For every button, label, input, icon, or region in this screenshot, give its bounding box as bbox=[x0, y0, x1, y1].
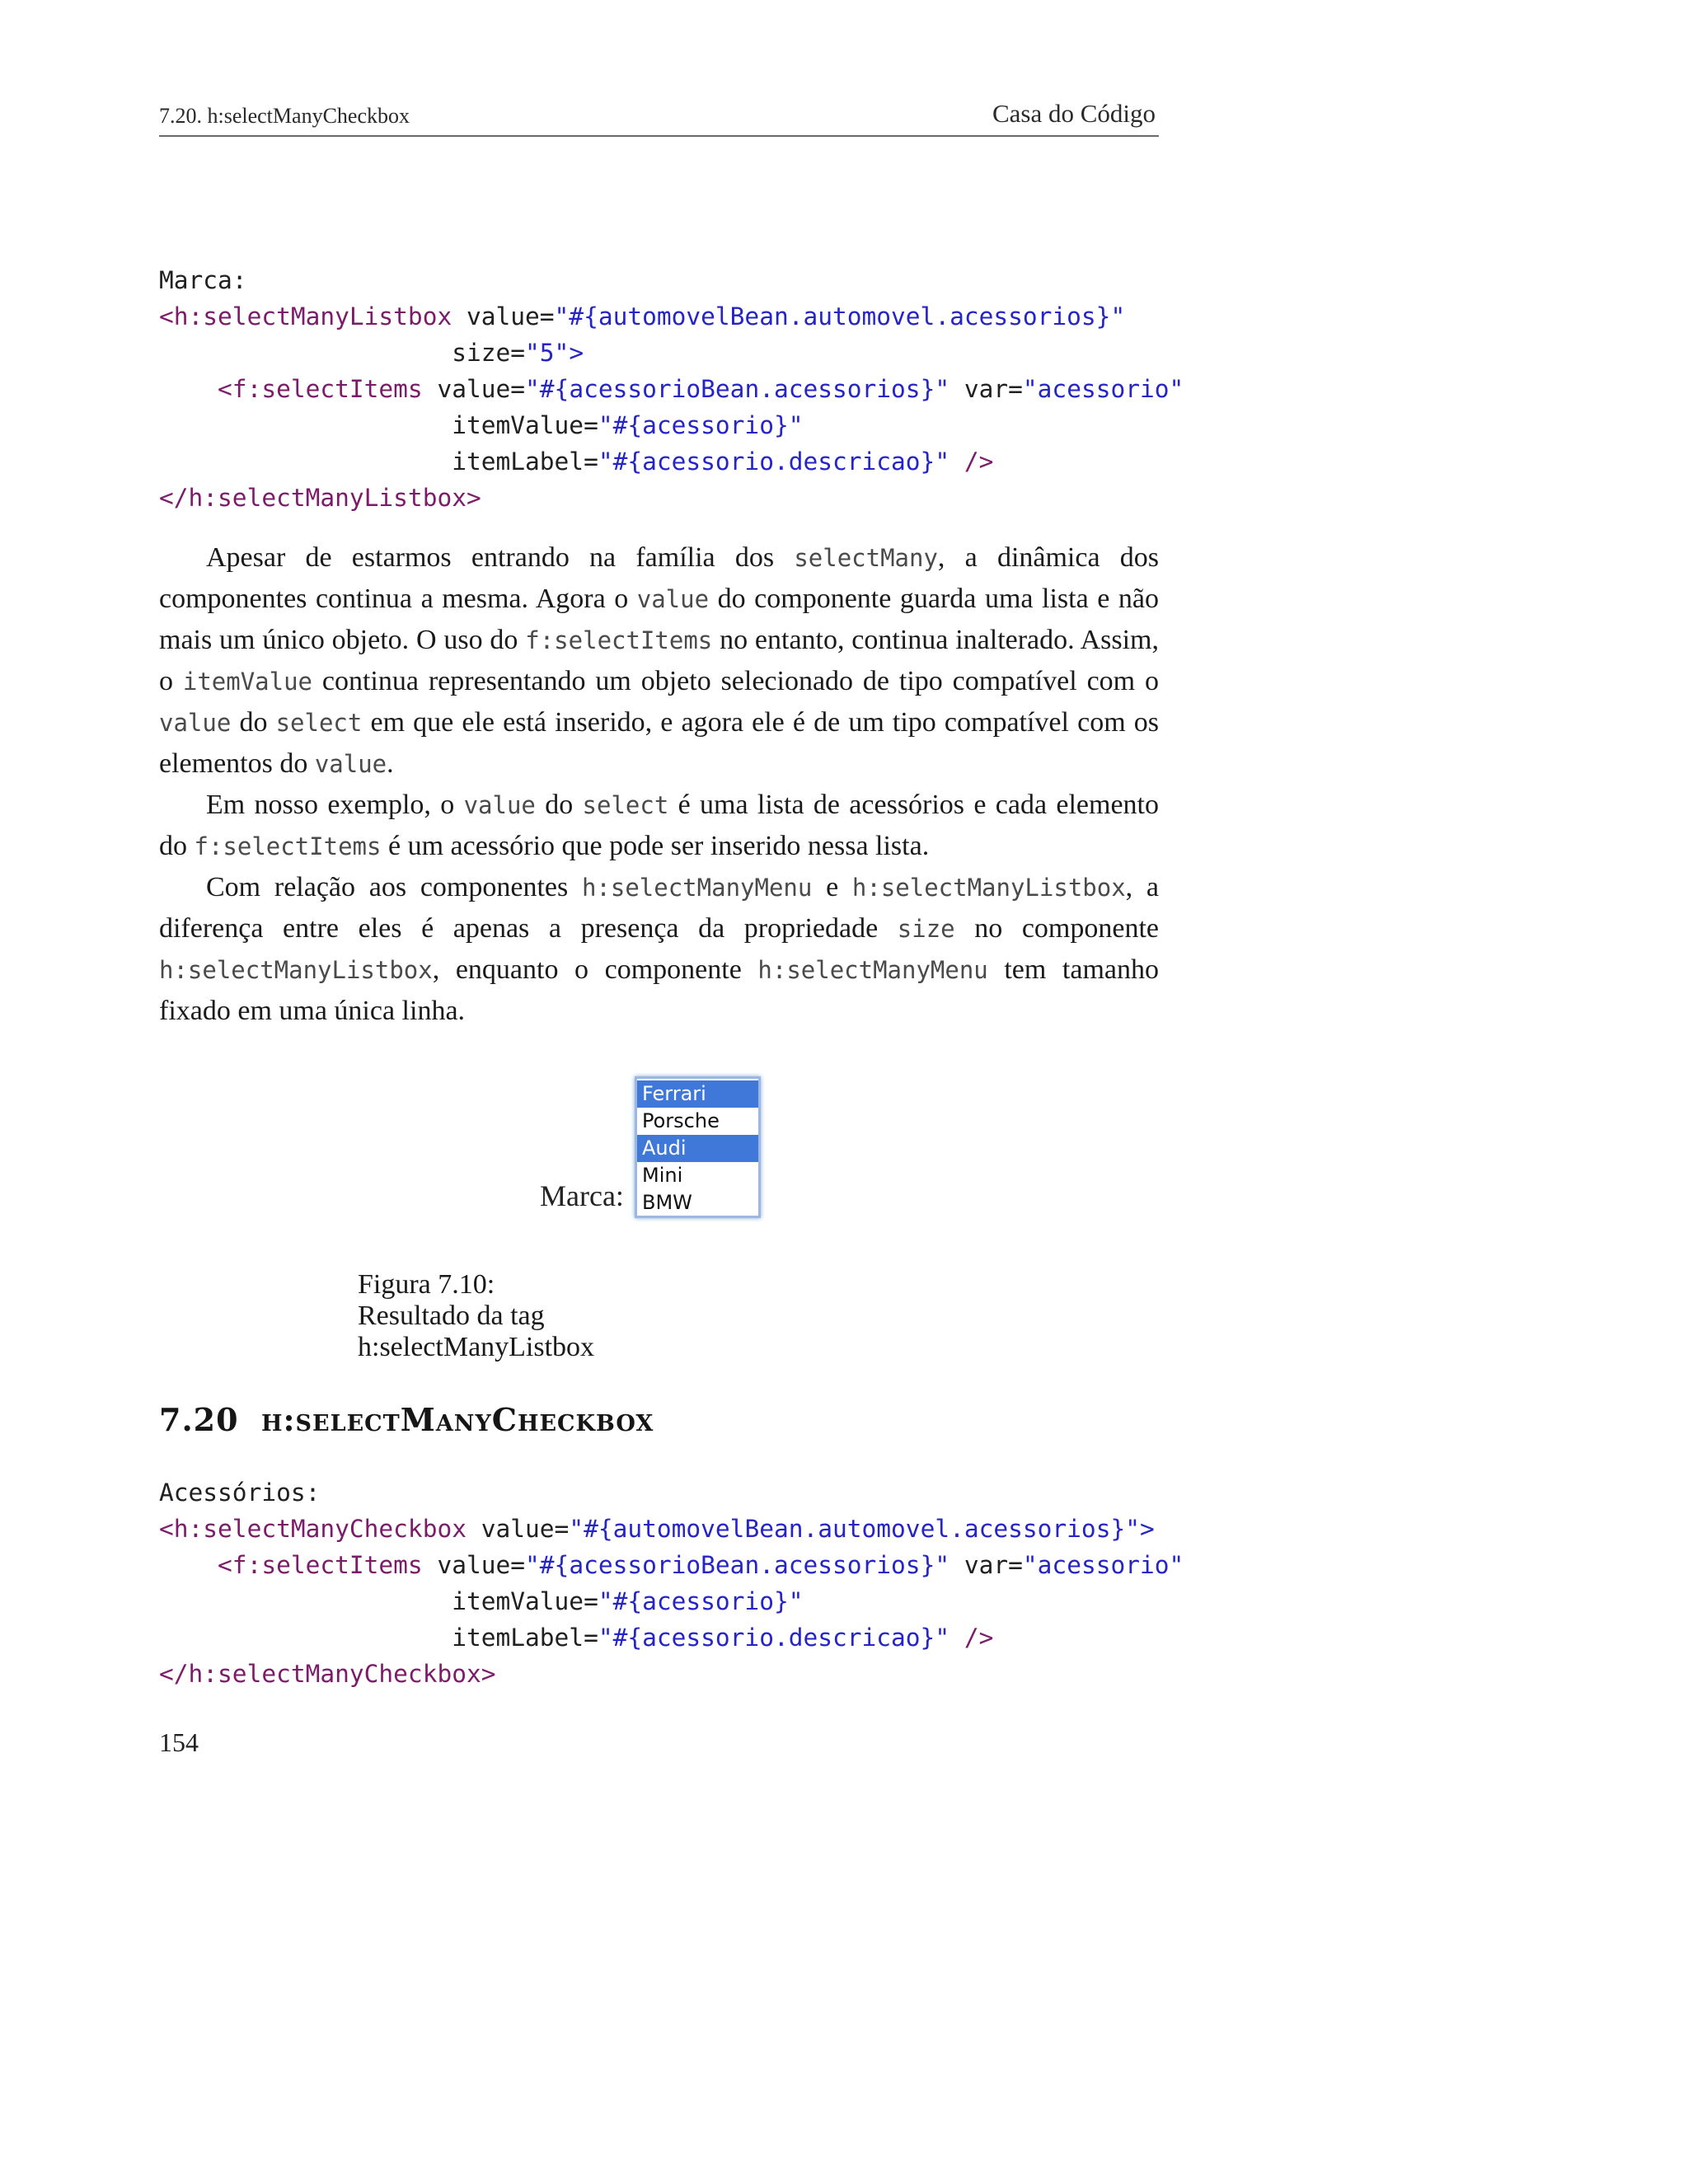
code-tag: <h:selectManyCheckbox bbox=[159, 1515, 467, 1543]
code-block-listbox bbox=[159, 262, 1184, 516]
code-attr: value= bbox=[466, 1515, 570, 1543]
running-header bbox=[159, 97, 1159, 137]
code-string: "#{acessorio}" bbox=[598, 1587, 804, 1615]
inline-code: h:selectManyMenu bbox=[757, 956, 988, 984]
paragraph bbox=[159, 867, 1159, 1032]
code-attr: value= bbox=[452, 302, 555, 330]
code-string: "#{acessorioBean.acessorios}" bbox=[525, 1551, 950, 1579]
code-tag: <f:selectItems bbox=[218, 375, 423, 403]
code-tag: </h:selectManyListbox> bbox=[159, 484, 481, 512]
code-tag: /> bbox=[950, 448, 994, 476]
code-string: "#{automovelBean.automovel.acessorios}"> bbox=[569, 1515, 1155, 1543]
text: , a dinâmica dos componentes continua a mesma. Agora o bbox=[159, 542, 1159, 614]
text: Em nosso exemplo, o bbox=[206, 790, 464, 820]
inline-code: value bbox=[463, 791, 536, 819]
header-book-title: Casa do Código bbox=[992, 99, 1156, 128]
figure-caption: Figura 7.10: Resultado da tag h:selectManyListbox bbox=[358, 1269, 595, 1362]
text: , a diferença entre eles é apenas a presença da propriedade bbox=[159, 872, 1159, 944]
code-attr: itemValue= bbox=[452, 1587, 598, 1615]
text: Apesar de estarmos entrando na família dos bbox=[206, 542, 795, 573]
listbox-option-porsche[interactable]: Porsche bbox=[642, 1109, 720, 1132]
page-number: 154 bbox=[159, 1727, 199, 1757]
code-block-checkbox bbox=[159, 1474, 1184, 1692]
code-string: "#{acessorioBean.acessorios}" bbox=[525, 375, 950, 403]
code-tag: /> bbox=[950, 1624, 994, 1652]
code-line: Acessórios: bbox=[159, 1479, 321, 1507]
inline-code: value bbox=[636, 585, 710, 613]
code-attr: size= bbox=[452, 339, 526, 367]
text: continua representando um objeto selecionado de tipo compatível com o bbox=[312, 666, 1159, 696]
inline-code: select bbox=[582, 791, 669, 819]
listbox-option-bmw[interactable]: BMW bbox=[642, 1191, 692, 1214]
code-attr: itemLabel= bbox=[452, 448, 598, 476]
section-number: 7.20 bbox=[159, 1401, 239, 1438]
section-heading bbox=[159, 1401, 654, 1438]
code-indent bbox=[159, 411, 452, 439]
inline-code: h:selectManyListbox bbox=[851, 874, 1126, 902]
paragraph bbox=[159, 785, 1159, 867]
code-string: "#{acessorio.descricao}" bbox=[598, 448, 950, 476]
text: no componente bbox=[954, 913, 1160, 944]
code-indent bbox=[159, 448, 452, 476]
listbox-option-ferrari[interactable]: Ferrari bbox=[637, 1080, 758, 1108]
text: do bbox=[231, 707, 276, 738]
code-indent bbox=[159, 1551, 218, 1579]
section-title: h:selectManyCheckbox bbox=[261, 1401, 654, 1438]
inline-code: h:selectManyListbox bbox=[159, 956, 433, 984]
code-string: "5"> bbox=[525, 339, 584, 367]
text: é um acessório que pode ser inserido nessa lista. bbox=[381, 831, 930, 861]
inline-code: size bbox=[897, 915, 955, 943]
code-string: "acessorio" bbox=[1022, 375, 1184, 403]
inline-code: h:selectManyMenu bbox=[581, 874, 813, 902]
text: do bbox=[535, 790, 583, 820]
code-attr: var= bbox=[950, 1551, 1023, 1579]
inline-code: value bbox=[159, 709, 232, 737]
inline-code: f:selectItems bbox=[194, 832, 382, 860]
code-tag: <h:selectManyListbox bbox=[159, 302, 452, 330]
code-attr: value= bbox=[422, 375, 526, 403]
code-attr: value= bbox=[422, 1551, 526, 1579]
listbox-option-mini[interactable]: Mini bbox=[642, 1164, 683, 1187]
code-tag: <f:selectItems bbox=[218, 1551, 423, 1579]
code-indent bbox=[159, 339, 452, 367]
code-attr: itemLabel= bbox=[452, 1624, 598, 1652]
inline-code: select bbox=[275, 709, 363, 737]
code-attr: itemValue= bbox=[452, 411, 598, 439]
text: é uma lista de acessórios e cada elemento do bbox=[159, 790, 1159, 861]
code-attr: var= bbox=[950, 375, 1023, 403]
text: do componente guarda uma lista e não mais um único objeto. O uso do bbox=[159, 583, 1159, 655]
code-string: "acessorio" bbox=[1022, 1551, 1184, 1579]
inline-code: selectMany bbox=[794, 544, 938, 572]
figure-field-label: Marca: bbox=[540, 1179, 624, 1212]
header-section-title: 7.20. h:selectManyCheckbox bbox=[159, 104, 410, 128]
code-tag: </h:selectManyCheckbox> bbox=[159, 1660, 496, 1688]
code-indent bbox=[159, 1587, 452, 1615]
body-text bbox=[159, 537, 1159, 1032]
code-string: "#{acessorio.descricao}" bbox=[598, 1624, 950, 1652]
code-string: "#{acessorio}" bbox=[598, 411, 804, 439]
text: em que ele está inserido, e agora ele é de um tipo compatível com os elementos do bbox=[159, 707, 1159, 779]
paragraph bbox=[159, 537, 1159, 785]
inline-code: value bbox=[314, 750, 387, 778]
text: Com relação aos componentes bbox=[206, 872, 582, 902]
marca-listbox[interactable] bbox=[635, 1076, 761, 1218]
text: . bbox=[387, 748, 394, 779]
code-line: Marca: bbox=[159, 266, 247, 294]
inline-code: itemValue bbox=[182, 668, 313, 696]
text: tem tamanho fixado em uma única linha. bbox=[159, 954, 1160, 1026]
code-indent bbox=[159, 375, 218, 403]
code-indent bbox=[159, 1624, 452, 1652]
inline-code: f:selectItems bbox=[525, 626, 713, 654]
text: no entanto, continua inalterado. Assim, o bbox=[159, 625, 1159, 696]
code-string: "#{automovelBean.automovel.acessorios}" bbox=[554, 302, 1126, 330]
text: , enquanto o componente bbox=[432, 954, 758, 985]
text: e bbox=[812, 872, 852, 902]
listbox-option-audi[interactable]: Audi bbox=[637, 1135, 758, 1162]
